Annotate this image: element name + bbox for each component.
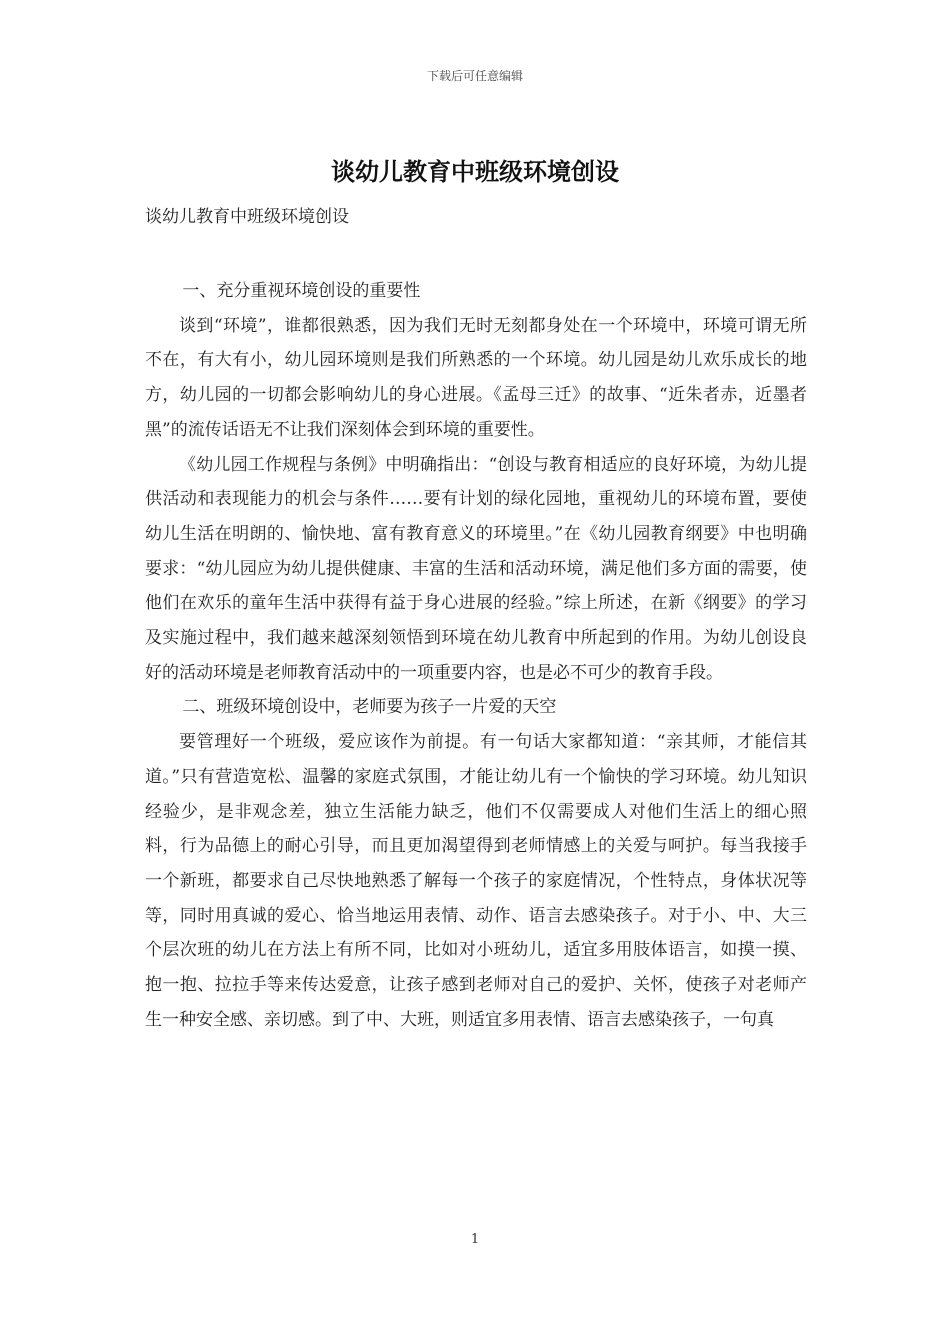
body-paragraph-3: 要管理好一个班级，爱应该作为前提。有一句话大家都知道：“亲其师，才能信其道。”只有营造宽松、温馨的家庭式氛围，才能让幼儿有一个愉快的学习环境。幼儿知识经验少，是非观念差，独立生活能力缺乏，他们不仅需要成人对他们生活上的细心照料，行为品德上的耐心引导，而且更加渴望得到老师情感上的关爱与呵护。每当我接手一个新班，都要求自己尽快地熟悉了解每一个孩子的家庭情况，个性特点，身体状况等等，同时用真诚的爱心、恰当地运用表情、动作、语言去感染孩子。对于小、中、大三个层次班的幼儿在方法上有所不同，比如对小班幼儿，适宜多用肢体语言，如摸一摸、抱一抱、拉拉手等来传达爱意，让孩子感到老师对自己的爱护、关怀，使孩子对老师产生一种安全感、亲切感。到了中、大班，则适宜多用表情、语言去感染孩子，一句真 (145, 732, 807, 1030)
document-body (145, 274, 807, 1037)
section-heading-1: 一、充分重视环境创设的重要性 (182, 281, 421, 301)
body-paragraph-2: 《幼儿园工作规程与条例》中明确指出：“创设与教育相适应的良好环境，为幼儿提供活动和表现能力的机会与条件……要有计划的绿化园地，重视幼儿的环境布置，要使幼儿生活在明朗的、愉快地、富有教育意义的环境里。”在《幼儿园教育纲要》中也明确要求：“幼儿园应为幼儿提供健康、丰富的生活和活动环境，满足他们多方面的需要，使他们在欢乐的童年生活中获得有益于身心进展的经验。”综上所述，在新《纲要》的学习及实施过程中，我们越来越深刻领悟到环境在幼儿教育中所起到的作用。为幼儿创设良好的活动环境是老师教育活动中的一项重要内容，也是必不可少的教育手段。 (145, 454, 807, 683)
body-paragraph-1: 谈到“环境”，谁都很熟悉，因为我们无时无刻都身处在一个环境中，环境可谓无所不在，有大有小，幼儿园环境则是我们所熟悉的一个环境。幼儿园是幼儿欢乐成长的地方，幼儿园的一切都会影响幼儿的身心进展。《孟母三迁》的故事、“近朱者赤，近墨者黑”的流传话语无不让我们深刻体会到环境的重要性。 (145, 315, 807, 440)
page-number: 1 (470, 1232, 480, 1247)
section-heading-2: 二、班级环境创设中，老师要为孩子一片爱的天空 (182, 697, 557, 718)
document-subtitle: 谈幼儿教育中班级环境创设 (145, 207, 349, 227)
page-header: 下载后可任意编辑 (426, 69, 523, 83)
document-title: 谈幼儿教育中班级环境创设 (331, 157, 619, 186)
